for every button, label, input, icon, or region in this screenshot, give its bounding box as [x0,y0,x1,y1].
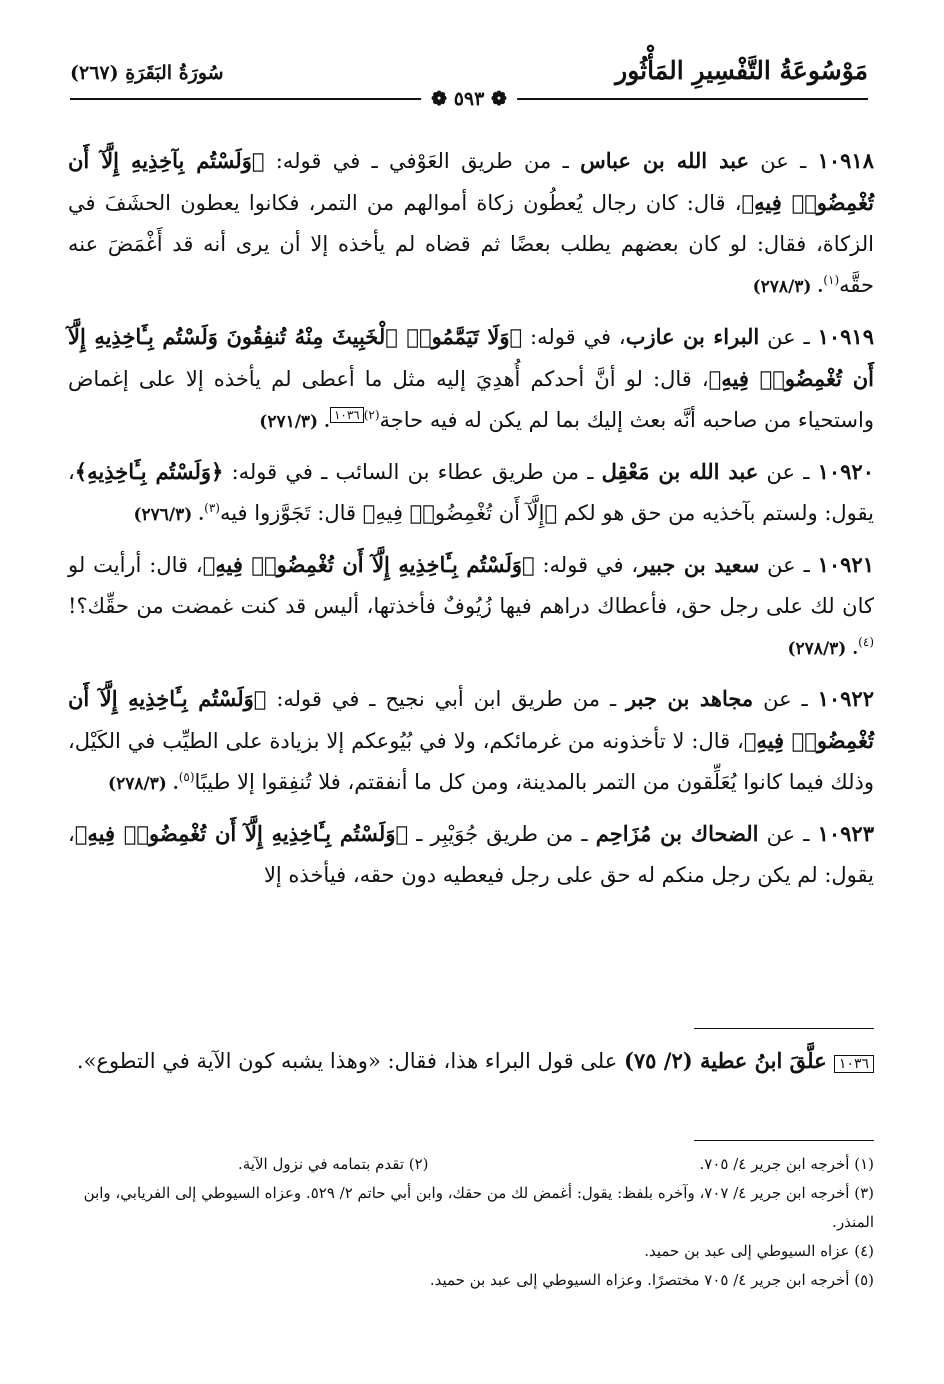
entry-chain: ، في قوله: [522,325,626,349]
entry-number: ١٠٩٢٢ [817,686,874,711]
entry-text: ، قال: لو أنَّ أحدكم أُهدِيَ إليه مثل ما أعطى لم يأخذه إلا على إغماض واستحياء من صاحبه أنَّه بعث إليك بما لم يكن له فيه حاجة [68,367,874,432]
ornament-right-icon: ❁ [490,88,507,110]
entry-10919 [68,316,874,443]
ornament-left-icon: ❁ [431,88,448,110]
footnotes-row-1 [68,1150,874,1179]
book-title: مَوْسُوعَةُ التَّفْسِيرِ المَأْثُور [615,56,868,85]
footnote-marker: (٥) [178,770,195,784]
entry-sep: ـ عن [758,822,818,846]
entry-text: ، قال: أرأيت لو كان لك على رجل حق، فأعطاك دراهم فيها زُيُوفٌ فأخذتها، أليس قد كنت غمضت من حقِّك؟! [68,553,874,618]
entry-text: ، يقول: ولستم بآخذيه من حق هو لكم ﴿إِلَّآ أَن تُغْمِضُوا۟ فِيهِ﴾ قال: تَجَوَّزوا فيه [68,460,874,525]
entry-10922 [68,678,874,805]
volume-ref: . (٢٧٨/٣) [108,774,179,794]
entry-sep: ـ عن [758,460,818,484]
footnote-5: (٥) أخرجه ابن جرير ٤/ ٧٠٥ مختصرًا. وعزاه السيوطي إلى عبد بن حميد. [429,1271,874,1289]
entry-sep: ـ عن [759,553,818,577]
entry-number: ١٠٩١٩ [817,324,874,349]
commentary-box-number: ١٠٣٦ [834,1055,874,1073]
footnote-marker: (٣) [204,501,220,515]
ayah-quote: ﴿وَلَا تَيَمَّمُوا۟ ٱلْخَبِيثَ مِنْهُ تُنفِقُونَ وَلَسْتُم بِـَٔاخِذِيهِ إِلَّآ أَن تُغْمِضُوا۟ فِيهِ﴾ [68,324,874,391]
commentary-text: على قول البراء هذا، فقال: «وهذا يشبه كون الآية في التطوع». [76,1049,624,1073]
footnote-4: (٤) عزاه السيوطي إلى عبد بن حميد. [644,1242,874,1260]
commentary-cite: (٢/ ٧٥) [623,1048,693,1073]
ayah-quote: ﴿وَلَسْتُم بِآخِذِيهِ إِلَّآ أَن تُغْمِضُوا۟ فِيهِ﴾ [68,148,874,215]
page-number: ٥٩٣ [453,88,485,110]
narrator-name: عبد الله بن عباس [580,148,749,173]
volume-ref: . (٢٧٦/٣) [133,505,205,525]
footnotes-divider [694,1140,874,1141]
commentary-divider [694,1028,874,1029]
volume-ref: . (٢٧٨/٣) [752,277,824,297]
entry-sep: ـ عن [753,687,818,711]
entry-number: ١٠٩٢٣ [817,821,874,846]
narrator-name: سعيد بن جبير [638,552,760,577]
ayah-quote: ﴿وَلَسْتُم بِـَٔاخِذِيهِ﴾ [74,459,224,484]
entry-number: ١٠٩٢١ [817,552,874,577]
entry-chain: ـ من طريق عطاء بن السائب ـ في قوله: [223,460,602,484]
entry-sep: ـ عن [759,325,818,349]
footnote-marker: (٤) [858,635,874,649]
entry-10923 [68,813,874,896]
page-header [70,48,868,110]
narrator-name: البراء بن عازب [625,324,760,349]
ayah-quote: ﴿وَلَسْتُم بِـَٔاخِذِيهِ إِلَّآ أَن تُغْمِضُوا۟ فِيهِ﴾ [68,686,874,753]
entry-text: ، قال: كان رجال يُعطُون زكاة أموالهم من التمر، فكانوا يعطون الحشَفَ في الزكاة، فقال: لو كان بعضهم يطلب بعضًا ثم قضاه لم يأخذه إلا أن يرى أنه قد أَغْمَضَ عنه حقَّه [68,191,874,297]
entry-10921 [68,544,874,670]
sura-label: سُورَةُ البَقَرَةِ (٢٦٧) [70,62,224,84]
commentary-lead: علَّقَ ابنُ عطية [692,1048,834,1073]
main-text [68,140,874,904]
entry-text: ، يقول: لم يكن رجل منكم له حق على رجل فيعطيه دون حقه، فيأخذه إلا [68,822,874,887]
entry-chain: ـ من طريق العَوْفي ـ في قوله: [264,149,581,173]
entry-10918 [68,140,874,308]
commentary-note [68,1040,874,1082]
entry-chain: ـ من طريق ابن أبي نجيح ـ في قوله: [266,687,627,711]
entry-text: ، قال: لا تأخذونه من غرمائكم، ولا في بُيُوعكم إلا بزيادة على الطيِّب في الكَيْل، وذلك فيما كانوا يُعَلِّقون من التمر بالمدينة، ومن كل ما أنفقتم، فلا تُنفِقوا إلا طيبًا [68,729,874,794]
footnote-3: (٣) أخرجه ابن جرير ٤/ ٧٠٧، وآخره بلفظ: يقول: أغمض لك من حقك، وابن أبي حاتم ٢/ ٥٢٩. وعزاه السيوطي إلى الفريابي، وابن المنذر. [83,1184,874,1231]
page-number-ornament [421,88,517,110]
entry-chain: ، في قوله: [534,553,639,577]
footnote-marker: (٢) [363,408,380,422]
volume-ref: . (٢٧٨/٣) [787,639,859,659]
footnotes [68,1150,874,1295]
ayah-quote: ﴿وَلَسْتُم بِـَٔاخِذِيهِ إِلَّآ أَن تُغْمِضُوا۟ فِيهِ﴾ [74,821,409,846]
narrator-name: مجاهد بن جبر [626,686,754,711]
narrator-name: الضحاك بن مُزَاحِم [595,821,759,846]
entry-number: ١٠٩٢٠ [817,459,874,484]
entry-chain: ـ من طريق جُوَيْبِر ـ [408,822,596,846]
footnote-marker: (١) [823,273,840,287]
volume-ref: . (٢٧١/٣) [259,412,330,432]
commentary-box-ref: ١٠٣٦ [330,407,364,423]
entry-10920 [68,451,874,536]
ayah-quote: ﴿وَلَسْتُم بِـَٔاخِذِيهِ إِلَّآ أَن تُغْمِضُوا۟ فِيهِ﴾ [202,552,535,577]
entry-number: ١٠٩١٨ [817,148,874,173]
footnote-1: (١) أخرجه ابن جرير ٤/ ٧٠٥. [699,1155,874,1173]
narrator-name: عبد الله بن مَعْقِل [601,459,759,484]
footnote-2: (٢) تقدم بتمامه في نزول الآية. [238,1155,429,1173]
entry-sep: ـ عن [748,149,818,173]
